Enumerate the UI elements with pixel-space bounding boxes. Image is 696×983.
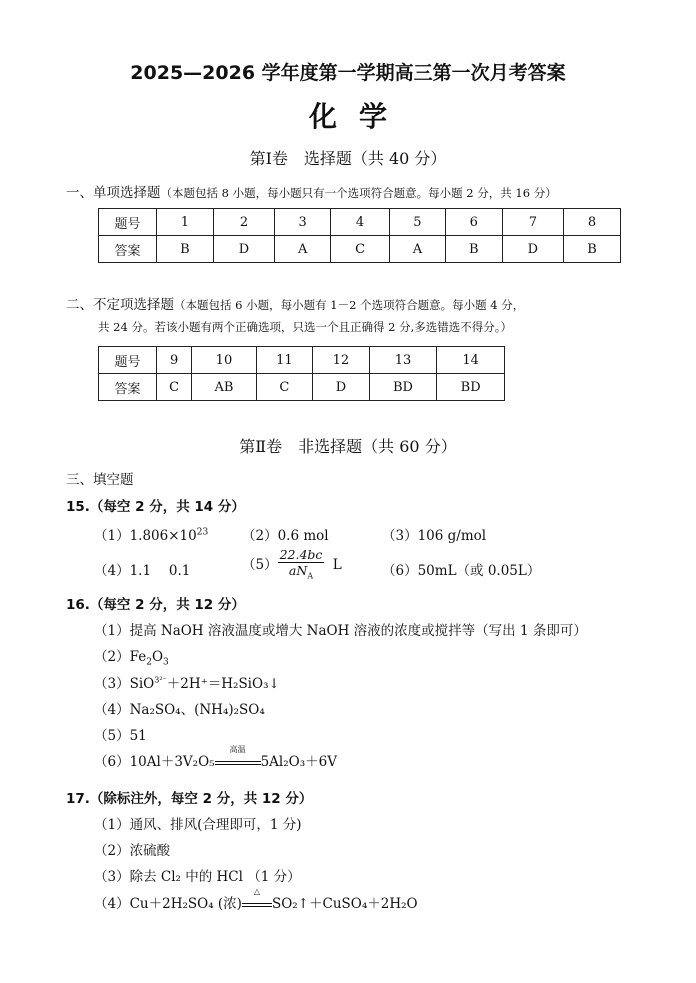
table-cell: 5 — [390, 209, 446, 236]
q16-answer-5: （5）51 — [94, 728, 147, 744]
q15-answer-5-label: （5） — [242, 556, 278, 573]
fraction-numerator: 22.4bc — [279, 547, 323, 562]
q15-answer-3: （3）106 g/mol — [382, 528, 487, 544]
table-row — [99, 209, 621, 236]
table-cell: A — [275, 236, 331, 263]
q15-heading: 15.（每空 2 分，共 14 分） — [66, 499, 245, 515]
q17-heading: 17.（除标注外，每空 2 分，共 12 分） — [66, 791, 313, 807]
part1-title: 第Ⅰ卷 选择题（共 40 分） — [249, 149, 447, 168]
q17-answer-4-products: SO₂↑＋CuSO₄＋2H₂O — [271, 896, 418, 912]
q16-answer-6 — [94, 745, 337, 770]
q15-answer-5-unit: L — [332, 556, 342, 573]
table-cell: 13 — [369, 347, 437, 374]
double-line-icon — [215, 761, 261, 765]
q16-answer-3 — [94, 672, 280, 692]
sec1-answer-table — [98, 208, 621, 263]
heat-symbol: △ — [253, 887, 261, 896]
table-cell: 14 — [437, 347, 505, 374]
table-cell: 12 — [313, 347, 370, 374]
fraction-denominator — [278, 563, 325, 584]
table-cell: 8 — [564, 209, 621, 236]
table-cell: 7 — [502, 209, 563, 236]
table-head: 题号 — [99, 347, 157, 374]
table-cell: 11 — [256, 347, 313, 374]
fraction-denominator-sub: A — [307, 571, 314, 581]
q17-answer-1: （1）通风、排风(合理即可，1 分) — [94, 817, 302, 833]
sec2-label: 二、不定项选择题 — [66, 297, 174, 313]
reaction-condition: 高温 — [229, 745, 246, 754]
table-head: 答案 — [99, 374, 157, 401]
sec2-heading — [66, 293, 524, 313]
subject-title: 化学 — [308, 100, 409, 133]
table-cell: BD — [437, 374, 505, 401]
q17-answer-3: （3）除去 Cl₂ 中的 HCl （1 分） — [94, 869, 301, 885]
q16-answer-1: （1）提高 NaOH 溶液温度或增大 NaOH 溶液的浓度或搅拌等（写出 1 条即可） — [94, 623, 587, 639]
reaction-condition-arrow — [215, 745, 261, 770]
table-cell: D — [502, 236, 563, 263]
table-cell: C — [157, 374, 192, 401]
q15-answer-4: （4）1.1 0.1 — [94, 563, 191, 579]
table-cell: B — [445, 236, 502, 263]
q16-answer-6-products: 5Al₂O₃＋6V — [260, 754, 337, 770]
q16-answer-4: （4）Na₂SO₄、(NH₄)₂SO₄ — [94, 702, 265, 718]
table-row — [99, 374, 505, 401]
table-cell: C — [256, 374, 313, 401]
q16-answer-6-reactants: （6）10Al＋3V₂O₅ — [94, 754, 215, 770]
table-cell: D — [313, 374, 370, 401]
table-cell: B — [564, 236, 621, 263]
q16-answer-2 — [94, 645, 169, 668]
table-cell: D — [213, 236, 274, 263]
sec1-label: 一、单项选择题 — [66, 185, 161, 201]
sec3-heading: 三、填空题 — [66, 472, 134, 488]
q16-answer-3-charge: 3²⁻ — [154, 675, 167, 685]
q15-answer-5 — [242, 547, 342, 584]
table-head: 题号 — [99, 209, 157, 236]
sec1-heading — [66, 181, 557, 201]
sec2-answer-table — [98, 346, 505, 401]
q15-answer-6: （6）50mL（或 0.05L） — [382, 563, 541, 579]
table-cell: 1 — [157, 209, 214, 236]
part2-title: 第Ⅱ卷 非选择题（共 60 分） — [239, 437, 457, 456]
table-cell: 4 — [331, 209, 390, 236]
table-cell: AB — [192, 374, 256, 401]
q16-answer-2-sub2: 3 — [163, 657, 169, 668]
q17-answer-2: （2）浓硫酸 — [94, 843, 171, 859]
q16-answer-2-mid: O — [151, 649, 164, 665]
q16-answer-3-rest: ＋2H⁺＝H₂SiO₃↓ — [166, 676, 280, 692]
fraction-denominator-text: aN — [288, 563, 308, 578]
q15-answer-1-text: （1）1.806×10 — [94, 528, 197, 544]
table-head: 答案 — [99, 236, 157, 263]
q16-heading: 16.（每空 2 分，共 12 分） — [66, 597, 245, 613]
table-cell: 10 — [192, 347, 256, 374]
q15-answer-5-fraction — [278, 547, 325, 584]
q16-answer-2-sub1: 2 — [146, 657, 152, 668]
sec1-note: （本题包括 8 小题，每小题只有一个选项符合题意。每小题 2 分，共 16 分） — [160, 186, 557, 200]
double-line-icon — [242, 903, 272, 907]
q15-answer-1 — [94, 524, 208, 544]
table-cell: 3 — [275, 209, 331, 236]
sec2-note-line1: （本题包括 6 小题，每小题有 1－2 个选项符合题意。每小题 4 分， — [174, 298, 525, 312]
table-cell: 2 — [213, 209, 274, 236]
table-cell: BD — [369, 374, 437, 401]
q15-answer-2: （2）0.6 mol — [242, 528, 329, 544]
document-title: 2025—2026 学年度第一学期高三第一次月考答案 — [130, 62, 566, 84]
q15-answer-1-exponent: 23 — [196, 527, 209, 538]
table-cell: C — [331, 236, 390, 263]
q16-answer-2-text: （2）Fe — [94, 649, 147, 665]
q17-answer-4 — [94, 887, 418, 912]
table-row — [99, 347, 505, 374]
table-cell: A — [390, 236, 446, 263]
q17-answer-4-reactants: （4）Cu＋2H₂SO₄ (浓) — [94, 896, 242, 912]
q16-answer-3-text: （3）SiO — [94, 676, 155, 692]
table-cell: B — [157, 236, 214, 263]
reaction-condition-arrow — [242, 887, 272, 912]
table-cell: 9 — [157, 347, 192, 374]
table-row — [99, 236, 621, 263]
table-cell: 6 — [445, 209, 502, 236]
sec2-note-line2: 共 24 分。若该小题有两个正确选项，只选一个且正确得 2 分,多选错选不得分。） — [98, 320, 512, 334]
